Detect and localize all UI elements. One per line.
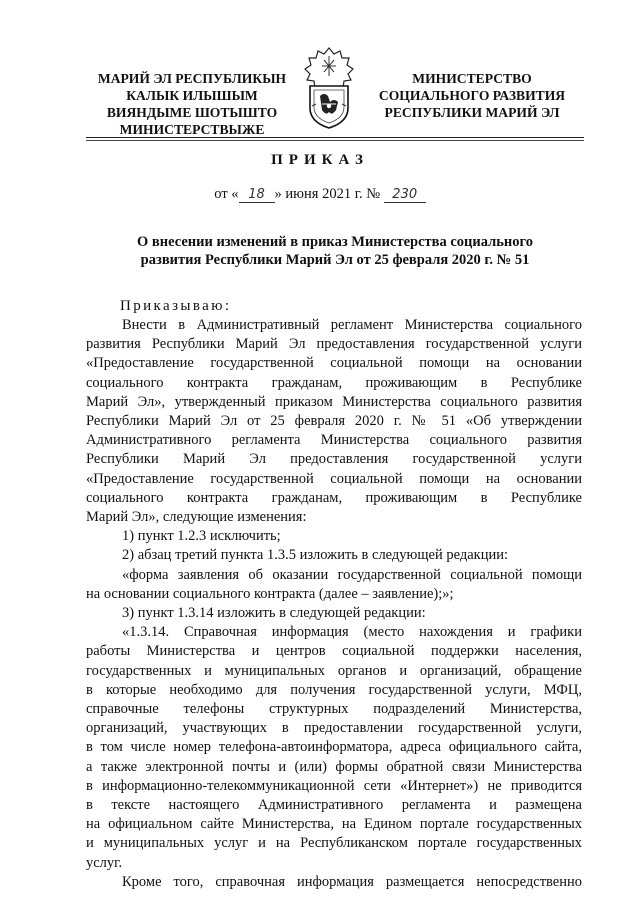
- subject-line: О внесении изменений в приказ Министерства социального: [137, 234, 533, 250]
- body-item-1: 1) пункт 1.2.3 исключить;: [122, 528, 281, 545]
- body-paragraph-1-end: Марий Эл», следующие изменения:: [86, 509, 307, 526]
- header-left-line: МАРИЙ ЭЛ РЕСПУБЛИКЫН: [97, 71, 287, 86]
- body-paragraph-1314: «1.3.14. Справочная информация (место нахождения и графики работы Министерства и центров социальной поддержки населения, государственных и муниципальных органов и организаций, обращение в которые необходимо для получения государственной услуги, МФЦ, справочные телефоны структурных подразделений Министерства, организаций, участвующих в предоставлении государственной услуги, в том числе номер телефона-автоинформатора, адреса официального сайта, а также электронной почты и (или) формы обратной связи Министерства в информационно-телекоммуникационной сети «Интернет») не приводится в тексте настоящего Административного регламента и размещена на официальном сайте Министерства, на Едином портале государственных и муниципальных услуг и на Республиканском портале государственных: [86, 624, 582, 852]
- body-paragraph-1314-end: услуг.: [86, 854, 123, 871]
- header-left-line: КАЛЫК ИЛЫШЫМ: [126, 88, 258, 103]
- date-line: [0, 186, 640, 203]
- header-left-line: МИНИСТЕРСТВЫЖЕ: [119, 122, 265, 137]
- body-paragraph-final: Кроме того, справочная информация размещается непосредственно: [122, 873, 582, 890]
- order-body: [86, 316, 582, 892]
- date-rest: » июня 2021 г. №: [274, 186, 384, 202]
- subject-line: развития Республики Марий Эл от 25 февраля 2020 г. № 51: [140, 252, 530, 268]
- body-quote-form-end: на основании социального контракта (далее – заявление);»;: [86, 585, 454, 602]
- body-item-3: 3) пункт 1.3.14 изложить в следующей редакции:: [122, 605, 426, 622]
- body-paragraph-1: Внести в Административный регламент Министерства социального развития Республики Марий Эл предоставления государственной услуги «Предоставление государственной социальной помощи на основании социального контракта гражданам, проживающим в Республике Марий Эл», утвержденный приказом Министерства социального развития Республики Марий Эл от 25 февраля 2020 г. № 51 «Об утверждении Административного регламента Министерства социального развития Республики Марий Эл предоставления государственной услуги «Предоставление государственной социальной помощи на основании социального контракта гражданам, проживающим в Республике: [86, 317, 582, 506]
- document-title: ПРИКАЗ: [271, 152, 369, 168]
- coat-of-arms-icon: [300, 46, 358, 130]
- body-quote-form: «форма заявления об оказании государственной социальной помощи: [122, 566, 582, 583]
- date-prefix: от «: [214, 186, 239, 202]
- header-right-line: СОЦИАЛЬНОГО РАЗВИТИЯ: [378, 88, 566, 103]
- header-right-line: МИНИСТЕРСТВО: [412, 71, 532, 86]
- order-directive: Приказываю:: [120, 298, 232, 314]
- order-number-handwritten: 230: [384, 188, 426, 203]
- header-divider-thick: [86, 137, 584, 138]
- header-right-line: РЕСПУБЛИКИ МАРИЙ ЭЛ: [384, 105, 560, 120]
- header-divider-thin: [86, 140, 584, 141]
- date-day-handwritten: 18: [239, 188, 275, 203]
- header-right-ministry-ru: [362, 70, 582, 121]
- order-subject: [90, 233, 580, 269]
- header-left-ministry-mari: [86, 70, 298, 138]
- body-item-2: 2) абзац третий пункта 1.3.5 изложить в следующей редакции:: [122, 547, 509, 564]
- header-left-line: ВИЯНДЫМЕ ШОТЫШТО: [106, 105, 278, 120]
